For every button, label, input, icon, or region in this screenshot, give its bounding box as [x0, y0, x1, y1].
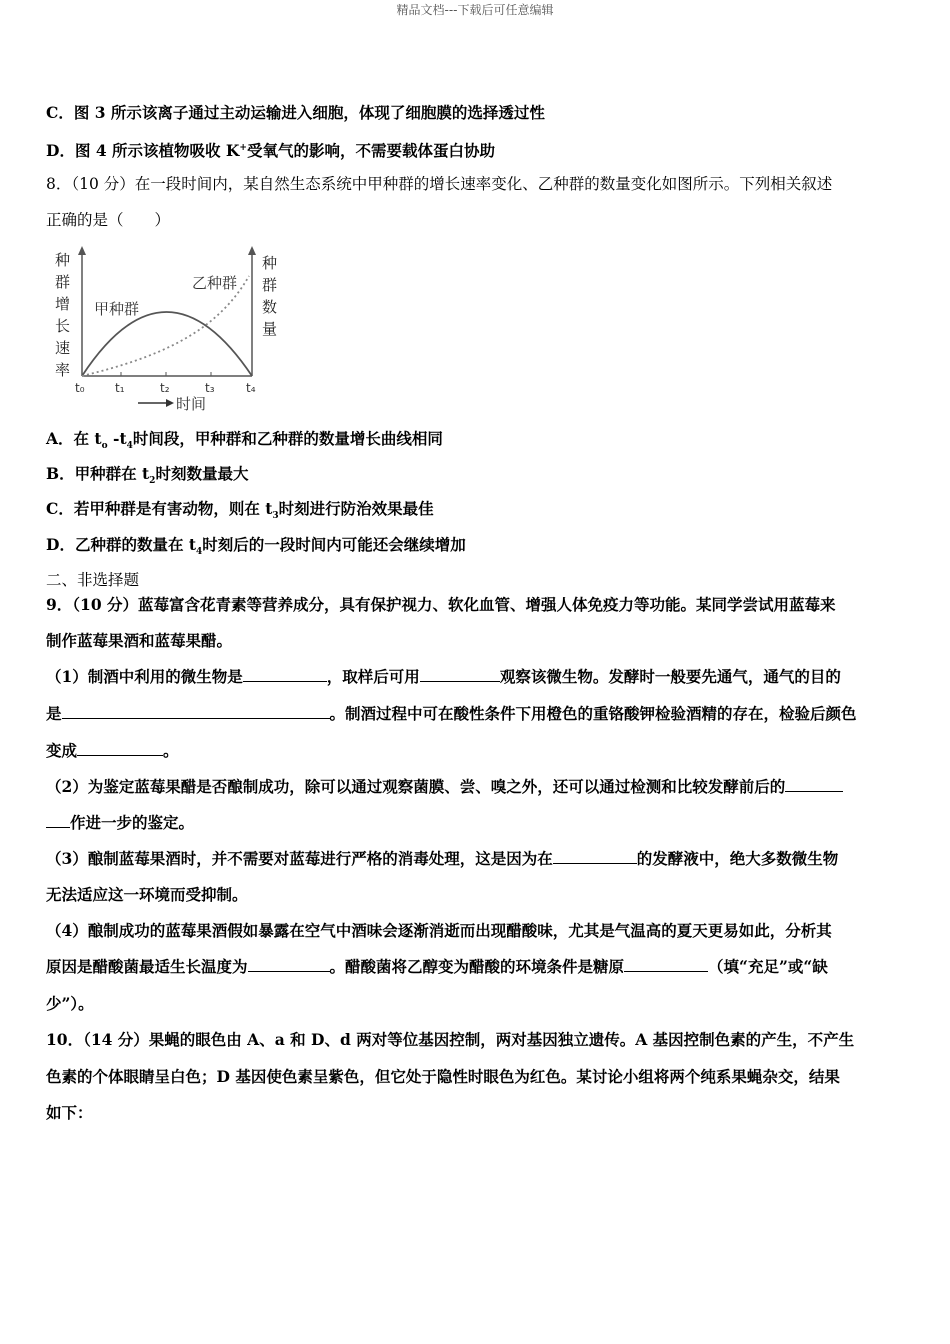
right-axis-arrow	[248, 246, 256, 255]
q9-part3-line-1: （3）酿制蓝莓果酒时，并不需要对蓝莓进行严格的消毒处理，这是因为在 的发酵液中，绝大多数微生物	[46, 849, 839, 868]
y-left-char: 速	[55, 339, 71, 357]
answer-blank	[46, 813, 70, 828]
q8-option-a: A．在 $t_o$ $-t_4$时间段，甲种群和乙种群的数量增长曲线相同	[46, 429, 443, 452]
answer-blank	[248, 957, 330, 972]
answer-blank	[785, 777, 843, 792]
y-left-char: 种	[55, 251, 71, 269]
left-axis-arrow	[78, 246, 86, 255]
q9-part2-line-2: 作进一步的鉴定。	[46, 813, 194, 833]
section-title: 二、非选择题	[46, 571, 140, 589]
answer-blank	[243, 667, 327, 682]
q8-option-b: B．甲种群在 $t_2$时刻数量最大	[46, 464, 249, 487]
y-right-char: 种	[262, 254, 278, 272]
y-left-char: 率	[55, 361, 71, 379]
q9-part4-line-3: 少”）。	[46, 994, 94, 1013]
q8-option-d: D．乙种群的数量在 $t_4$时刻后的一段时间内可能还会继续增加	[46, 535, 466, 558]
q9-part4-line-1: （4）酿制成功的蓝莓果酒假如暴露在空气中酒味会逐渐消逝而出现醋酸味，尤其是气温高的夏天更易如此，分析其	[46, 921, 832, 940]
y-right-char: 数	[262, 298, 278, 316]
q9-part3-line-2: 无法适应这一环境而受抑制。	[46, 885, 248, 904]
q9-part2-line-1: （2）为鉴定蓝莓果醋是否酿制成功，除可以通过观察菌膜、尝、嗅之外，还可以通过检测和比较发酵前后的	[46, 777, 843, 797]
q8-population-graph	[46, 246, 296, 420]
y-left-char: 群	[55, 273, 71, 291]
y-right-char: 群	[262, 276, 278, 294]
y-left-label	[55, 251, 70, 379]
page-header: 精品文档---下载后可任意编辑	[396, 3, 554, 17]
q8-stem-line-1: 8．（10 分）在一段时间内，某自然生态系统中甲种群的增长速率变化、乙种群的数量变化如图所示。下列相关叙述	[46, 175, 833, 193]
q9-part1-line-2: 是 。制酒过程中可在酸性条件下用橙色的重铬酸钾检验酒精的存在，检验后颜色	[46, 704, 857, 723]
tick-label: t₁	[115, 381, 125, 395]
q9-part4-line-2: 原因是醋酸菌最适生长温度为 。醋酸菌将乙醇变为醋酸的环境条件是糖原 （填“充足”或“缺	[46, 957, 828, 976]
answer-blank	[62, 704, 330, 719]
q7-option-d: D．图 4 所示该植物吸收 K+受氧气的影响，不需要载体蛋白协助	[46, 141, 495, 161]
q7-option-c: C．图 3 所示该离子通过主动运输进入细胞，体现了细胞膜的选择透过性	[46, 103, 545, 122]
q9-part1-line-3: 变成 。	[46, 741, 179, 760]
x-axis-label: 时间	[176, 395, 207, 413]
q8-option-c: C．若甲种群是有害动物，则在 $t_3$时刻进行防治效果最佳	[46, 499, 434, 522]
y-right-char: 量	[262, 320, 278, 338]
q9-part1-line-1: （1）制酒中利用的微生物是 ，取样后可用 观察该微生物。发酵时一般要先通气，通气的目的	[46, 667, 841, 686]
q8-stem-line-2: 正确的是（ ）	[46, 211, 171, 229]
tick-label: t₃	[205, 381, 215, 395]
answer-blank	[77, 741, 163, 756]
q10-stem-line-3: 如下：	[46, 1103, 93, 1122]
y-left-char: 增	[55, 295, 71, 313]
q10-stem-line-2: 色素的个体眼睛呈白色；D 基因使色素呈紫色，但它处于隐性时眼色为红色。某讨论小组将两个纯系果蝇杂交，结果	[46, 1067, 840, 1086]
y-right-label	[262, 254, 277, 338]
answer-blank	[553, 849, 637, 864]
curve-jia	[82, 312, 252, 376]
q10-stem-line-1: 10．（14 分）果蝇的眼色由 A、a 和 D、d 两对等位基因控制，两对基因独立遗传。A 基因控制色素的产生，不产生	[46, 1030, 855, 1049]
tick-label: t₂	[160, 381, 170, 395]
label-yi: 乙种群	[192, 274, 238, 292]
answer-blank	[624, 957, 708, 972]
q9-stem-line-1: 9．（10 分）蓝莓富含花青素等营养成分，具有保护视力、软化血管、增强人体免疫力等功能。某同学尝试用蓝莓来	[46, 595, 836, 614]
tick-label: t₀	[75, 381, 85, 395]
y-left-char: 长	[55, 317, 71, 335]
time-arrow-head	[166, 399, 174, 407]
label-jia: 甲种群	[94, 300, 140, 318]
tick-label: t₄	[246, 381, 256, 395]
answer-blank	[420, 667, 500, 682]
q9-stem-line-2: 制作蓝莓果酒和蓝莓果醋。	[46, 631, 233, 650]
